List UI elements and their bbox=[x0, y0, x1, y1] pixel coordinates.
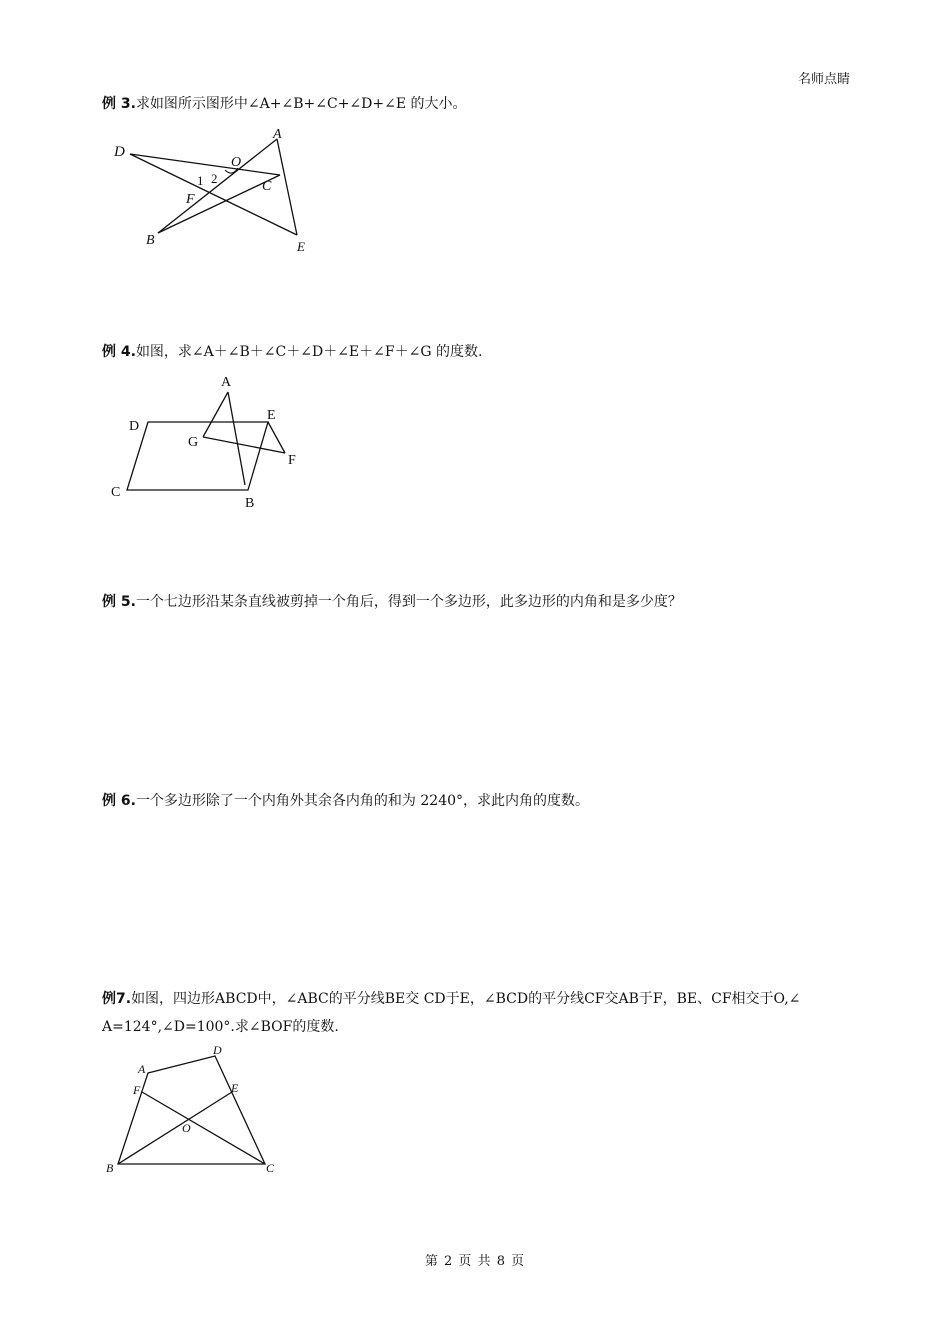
page-footer: 第 2 页 共 8 页 bbox=[424, 1254, 526, 1269]
segment-ag bbox=[203, 392, 228, 437]
segment-gf bbox=[203, 437, 285, 453]
problem-4 bbox=[102, 338, 852, 366]
label-e: E bbox=[267, 408, 276, 423]
segment-ef bbox=[268, 422, 285, 453]
problem-text: 一个七边形沿某条直线被剪掉一个角后，得到一个多边形，此多边形的内角和是多少度？ bbox=[135, 594, 682, 610]
label-c: C bbox=[266, 1161, 275, 1175]
problem-5 bbox=[102, 588, 852, 616]
label-g: G bbox=[188, 435, 199, 450]
figure-4 bbox=[100, 370, 320, 515]
label-f: F bbox=[133, 1083, 141, 1097]
label-d: D bbox=[213, 1043, 222, 1057]
label-1: 1 bbox=[197, 173, 204, 188]
label-b: B bbox=[146, 233, 155, 248]
label-c: C bbox=[111, 485, 121, 500]
label-e: E bbox=[231, 1081, 239, 1095]
label-o: O bbox=[182, 1121, 191, 1135]
label-b: B bbox=[245, 496, 255, 511]
problem-6 bbox=[102, 787, 852, 815]
page-header: 名师点睛 bbox=[797, 72, 850, 87]
segment-cf bbox=[142, 1092, 265, 1164]
segment-ab bbox=[158, 139, 277, 233]
segment-ae bbox=[277, 139, 297, 235]
label-a: A bbox=[221, 375, 232, 390]
problem-text: 如图，求∠A＋∠B＋∠C＋∠D＋∠E＋∠F＋∠G 的度数. bbox=[135, 344, 483, 360]
segment-be bbox=[118, 1092, 232, 1164]
label-a: A bbox=[273, 127, 282, 142]
figure-3 bbox=[100, 125, 340, 260]
problem-number: 例 3. bbox=[102, 96, 136, 112]
segment-ab bbox=[228, 392, 245, 485]
label-o: O bbox=[231, 155, 242, 170]
label-a: A bbox=[138, 1062, 146, 1076]
label-c: C bbox=[262, 179, 272, 194]
label-d: D bbox=[129, 419, 140, 434]
label-f: F bbox=[186, 192, 195, 207]
problem-7 bbox=[102, 985, 852, 1041]
label-b: B bbox=[106, 1161, 114, 1175]
problem-text-line1: 如图，四边形ABCD中，∠ABC的平分线BE交 CD于E，∠BCD的平分线CF交AB于F，BE、CF相交于O,∠ bbox=[131, 991, 801, 1007]
label-d: D bbox=[114, 144, 125, 160]
figure-7 bbox=[100, 1040, 290, 1180]
label-e: E bbox=[297, 239, 305, 254]
problem-text: 一个多边形除了一个内角外其余各内角的和为 2240°，求此内角的度数。 bbox=[135, 793, 590, 809]
problem-number: 例7. bbox=[102, 991, 132, 1007]
problem-number: 例 5. bbox=[102, 594, 136, 610]
problem-3 bbox=[102, 90, 852, 118]
problem-text-line2: A=124°,∠D=100°.求∠BOF的度数. bbox=[102, 1019, 339, 1035]
problem-number: 例 4. bbox=[102, 344, 136, 360]
problem-text: 求如图所示图形中∠A+∠B+∠C+∠D+∠E 的大小。 bbox=[135, 96, 467, 112]
label-2: 2 bbox=[211, 171, 218, 186]
label-f: F bbox=[288, 453, 296, 468]
problem-number: 例 6. bbox=[102, 793, 136, 809]
quadrilateral-dcbe bbox=[127, 422, 268, 490]
